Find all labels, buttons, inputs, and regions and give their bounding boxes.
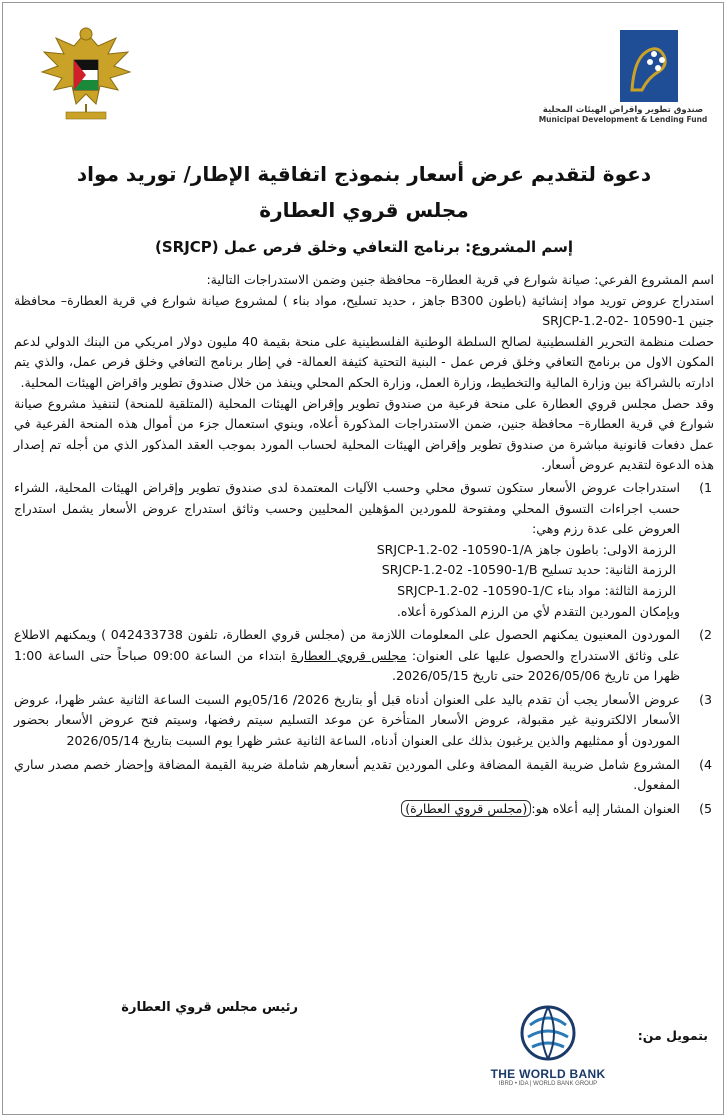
item-text [14,799,680,820]
mdlf-logo [538,30,708,122]
address-boxed: (مجلس قروي العطارة) [401,800,531,817]
palestine-emblem-icon [36,20,136,132]
project-name: إسم المشروع: برنامج التعافي وخلق فرص عمل (SRJCP) [155,238,573,256]
item-number: (4 [699,756,712,772]
funded-by-label: بتمويل من: [637,1028,708,1043]
sub-project-line: اسم المشروع الفرعي: صيانة شوارع في قرية العطارة– محافظة جنين وضمن الاستدراجات التالية: [206,272,714,287]
mdlf-english-name: Municipal Development & Lending Fund [538,115,708,124]
package-line: الرزمة الاولى: باطون جاهز SRJCP-1.2-02 -10590-1/A [376,541,676,557]
mdlf-arabic-name: صندوق تطوير واقراض الهيئات المحلية [542,105,704,115]
world-bank-globe-icon [520,1005,576,1061]
package-line: الرزمة الثانية: حديد تسليح SRJCP-1.2-02 -10590-1/B [381,562,676,578]
item-text-part: العنوان المشار إليه أعلاه هو: [531,800,680,816]
item-text: استدراجات عروض الأسعار ستكون تسوق محلي وحسب الآليات المعتمدة لدى صندوق تطوير وإقراض الهيئات المحلية، الشراء حسب اجراءات التسوق المحلي ومفتوحة للموردين المؤهلين المحليين وحسب وثائق استدراج عروض الأسعار يشمل استدراج العروض على عدة رزم وهي: [14,479,680,537]
item-number: (1 [699,479,712,495]
list-item [14,799,714,820]
item-number: (2 [699,627,712,643]
numbered-list [14,478,714,820]
list-item [14,625,714,687]
package-line: الرزمة الثالثة: مواد بناء SRJCP-1.2-02 -10590-1/C [397,582,676,598]
world-bank-name: THE WORLD BANK [490,1067,606,1081]
notice-title: دعوة لتقديم عرض أسعار بنموذج اتفاقية الإطار/ توريد مواد [76,162,652,186]
address-underlined: مجلس قروي العطارة [291,647,407,663]
item-text-part: الموردون المعنيون يمكنهم الحصول على المعلومات اللازمة من (مجلس قروي العطارة، تلفون 042433738 ) ويمكنهم الاطلاع على وثائق الاستدراج والحصول عليها على العنوان: [14,627,681,663]
subgrant-paragraph: وقد حصل مجلس قروي العطارة على منحة فرعية من صندوق تطوير وإقراض الهيئات المحلية (المتلقية للمنحة) لتنفيذ مشروع صيانة شوارع في قرية العطارة– محافظة جنين، ضمن الاستدراجات المذكورة أعلاه، وينوي استعمال جزء من أموال هذه المنحة الفرعية في عمل دفعات قانونية مباشرة من صندوق تطوير وإقراض الهيئات المحلية لحساب المورد بموجب العقد المذكور الذي من أجله تم إصدار هذه الدعوة لتقديم عروض أسعار. [14,395,714,473]
council-name-title: مجلس قروي العطارة [259,198,469,222]
list-item [14,690,714,752]
signature-line: رئيس مجلس قروي العطارة [121,1000,298,1015]
item-text: عروض الأسعار يجب أن تقدم باليد على العنوان أدناه قبل أو بتاريخ 2026/ 05/16يوم السبت الساعة الثانية عشر ظهرا، عروض الأسعار الالكترونية غير مقبولة، عروض الأسعار المتأخرة عن موعد التسليم سيتم رفضها، وسيتم فتح عروض الأسعار بحضور الموردون أو ممثليهم والذين يرغبون بذلك على العنوان أدناه، الساعة الثانية عشر ظهرا يوم السبت بتاريخ 2026/05/14 [14,691,680,749]
world-bank-logo [478,1005,618,1105]
item-closing: ويإمكان الموردين التقدم لأي من الرزم المذكورة أعلاه. [396,603,680,619]
solicitation-line: استدراج عروض توريد مواد إنشائية (باطون B300 جاهز ، حديد تسليح، مواد بناء ) لمشروع صيانة شوارع في قرية العطارة– محافظة جنين 1-10590 -SRJCP-1.2-02 [14,292,715,329]
world-bank-sub: IBRD • IDA | WORLD BANK GROUP [498,1081,598,1087]
mdlf-logo-icon [620,30,678,102]
grant-paragraph: حصلت منظمة التحرير الفلسطينية لصالح السلطة الوطنية الفلسطينية على منحة بقيمة 40 مليون دولار امريكي من البنك الدولي لدعم المكون الاول من برنامج التعافي وخلق فرص عمل - البنية التحتية كثيفة العمالة- في إطار برنامج التعافي وخلق فرص عمل، والذي يتم ادارته بالشراكة بين وزارة المالية والتخطيط، وزارة العمل، وزارة الحكم المحلي وينفذ من خلال صندوق تطوير واقراض الهيئات المحلية. [14,333,715,390]
item-text-part: ابتداء من الساعة 09:00 صباحاً حتى الساعة 1:00 ظهرا من تاريخ 2026/05/06 حتى تاريخ 2026/05/15. [14,647,680,684]
item-number: (5 [699,800,712,816]
list-item [14,755,714,796]
item-text [14,625,680,687]
notice-body [14,270,714,822]
item-text: المشروع شامل ضريبة القيمة المضافة وعلى الموردين تقديم أسعارهم شاملة ضريبة القيمة المضافة وإحضار خصم مصدر ساري المفعول. [14,756,680,793]
item-number: (3 [699,691,712,707]
list-item [14,478,714,622]
